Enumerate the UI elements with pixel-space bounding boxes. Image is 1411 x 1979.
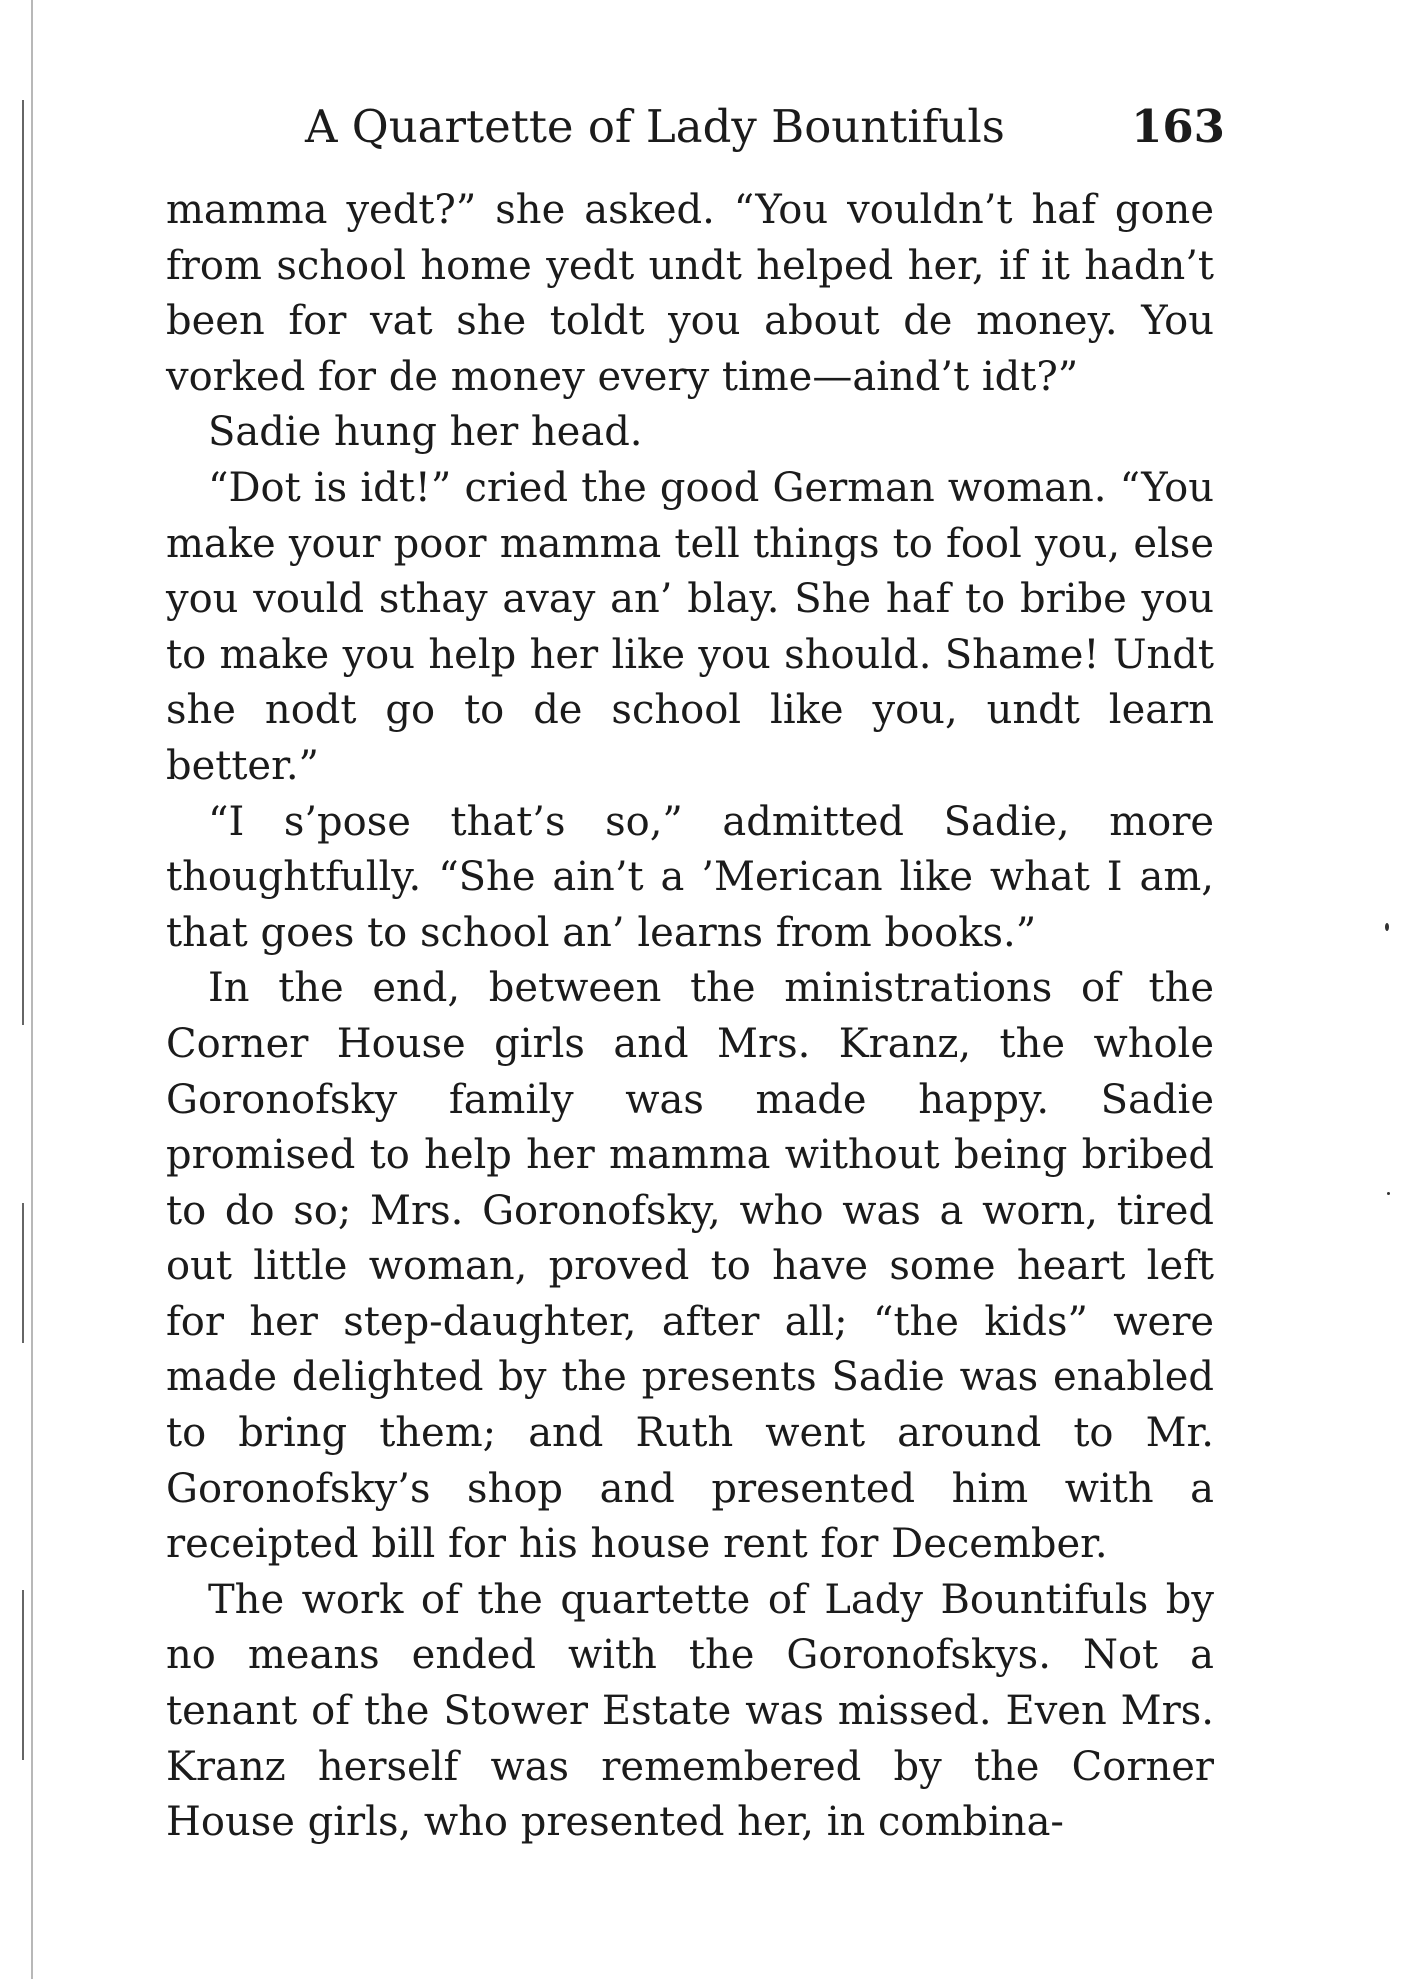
running-title: A Quartette of Lady Bountifuls [305, 100, 1005, 153]
ink-speck [1387, 1192, 1390, 1195]
running-header [305, 98, 1225, 156]
body-text [166, 183, 1214, 1851]
ink-speck [1385, 923, 1389, 931]
scan-mark [22, 100, 24, 1025]
scan-mark [22, 1203, 24, 1343]
paragraph: In the end, between the ministrations of the Corner House girls and Mrs. Kranz, the whole Goronofsky family was made happy. Sadie promised to help her mamma without being bribed to do so; Mrs. Goronofsky, who was a worn, tired out little woman, proved to have some heart left for her step-daughter, after all; “the kids” were made delighted by the presents Sadie was enabled to bring them; and Ruth went around to Mr. Goronofsky’s shop and presented him with a receipted bill for his house rent for December. [166, 965, 1214, 1568]
scan-left-edge [31, 0, 33, 1979]
paragraph: “Dot is idt!” cried the good German woman. “You make your poor mamma tell things to fool you, else you vould sthay avay an’ blay. She haf to bribe you to make you help her like you should. Shame! Undt she nodt go to de school like you, undt learn better.” [166, 464, 1214, 789]
paragraph: The work of the quartette of Lady Bountifuls by no means ended with the Goronofskys. Not a tenant of the Stower Estate was missed. Even Mrs. Kranz herself was remembered by the Corner House girls, who presented her, in combina- [166, 1576, 1214, 1846]
scan-mark [22, 1590, 24, 1760]
paragraph: “I s’pose that’s so,” admitted Sadie, more thoughtfully. “She ain’t a ’Merican like what I am, that goes to school an’ learns from books.” [166, 798, 1214, 956]
page-number: 163 [1131, 100, 1225, 153]
paragraph: Sadie hung her head. [208, 409, 643, 456]
paragraph: mamma yedt?” she asked. “You vouldn’t haf gone from school home yedt undt helped her, if it hadn’t been for vat she toldt you about de money. You vorked for de money every time—aind’t idt?” [166, 187, 1214, 400]
